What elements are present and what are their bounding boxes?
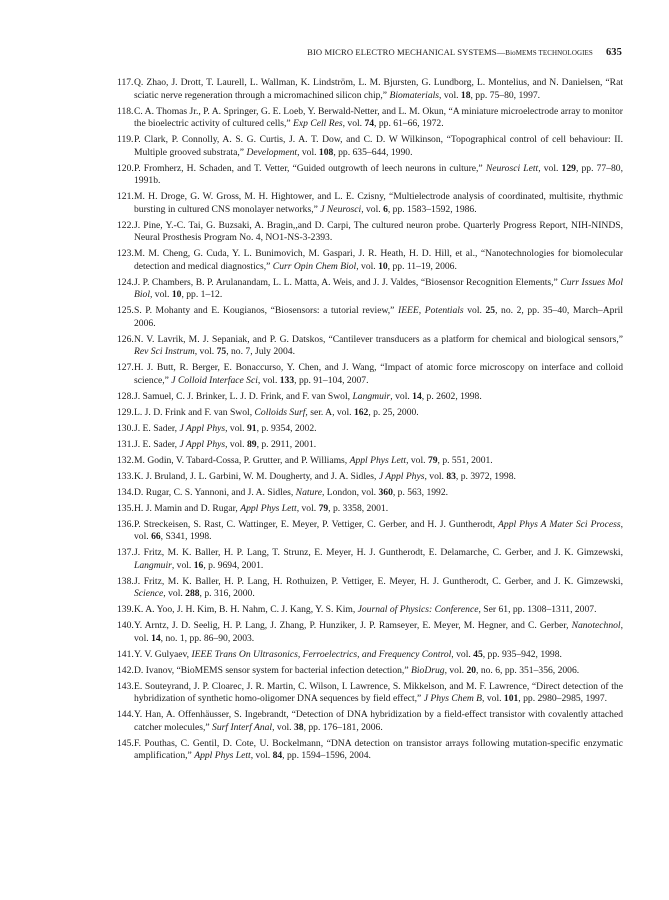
reference-text (134, 681, 623, 705)
reference-number: 135. (117, 502, 134, 514)
reference-segment: , pp. 77–80, 1991b. (134, 162, 623, 186)
journal-title: IEEE, Potentials (398, 305, 464, 316)
reference-text (134, 277, 623, 301)
reference-item (117, 604, 623, 617)
reference-text (134, 334, 623, 358)
journal-title: J Appl Phys (378, 470, 425, 482)
reference-text (134, 248, 623, 272)
reference-item (117, 106, 623, 131)
reference-segment: , vol. (134, 620, 623, 644)
journal-title: Curr Opin Chem Biol (272, 260, 357, 272)
reference-segment: Y. Han, A. Offenhäusser, S. Ingebrandt, “Detection of DNA hybridization by a field-effect transistor with covalently attached catcher molecules,” (134, 709, 623, 733)
reference-text (134, 163, 623, 187)
reference-item (117, 487, 623, 500)
reference-text (134, 407, 419, 418)
reference-segment: , vol. (538, 162, 562, 174)
journal-title: Colloids Surf (254, 406, 306, 418)
reference-segment: , pp. 2980–2985, 1997. (518, 693, 608, 704)
reference-segment: , vol. (171, 559, 194, 571)
running-title-main: BIO MICRO ELECTRO MECHANICAL SYSTEMS— (307, 47, 506, 57)
volume-number: 101 (503, 693, 519, 704)
reference-item (117, 77, 623, 102)
reference-text (134, 106, 623, 130)
journal-title: J Appl Phys (179, 422, 226, 434)
volume-number: 38 (293, 721, 304, 733)
reference-segment: vol. (463, 305, 486, 316)
reference-number: 143. (117, 680, 134, 692)
volume-number: 108 (318, 146, 334, 158)
reference-item (117, 163, 623, 188)
journal-title: Development (246, 146, 298, 158)
volume-number: 89 (246, 438, 257, 450)
reference-segment: D. Ivanov, “BioMEMS sensor system for bacterial infection detection,” (134, 664, 411, 676)
reference-segment: , pp. 91–104, 2007. (294, 374, 369, 386)
reference-item (117, 277, 623, 302)
reference-text (134, 362, 623, 386)
reference-number: 119. (117, 134, 134, 145)
reference-item (117, 681, 623, 706)
reference-segment: J. Samuel, C. J. Brinker, L. J. D. Frink, and F. van Swol, (134, 390, 353, 402)
reference-segment: , p. 2602, 1998. (421, 390, 482, 402)
reference-segment: H. J. Mamin and D. Rugar, (134, 502, 241, 514)
reference-item (117, 665, 623, 678)
volume-number: 25 (485, 305, 496, 316)
journal-title: J Neurosci (320, 203, 362, 215)
reference-number: 134. (117, 486, 134, 498)
volume-number: 66 (151, 531, 161, 542)
volume-number: 10 (171, 289, 182, 300)
reference-segment: , Ser 61, pp. 1308–1311, 2007. (478, 604, 597, 615)
reference-text (134, 487, 448, 498)
reference-text (134, 738, 623, 762)
reference-segment: , pp. 11–19, 2006. (387, 260, 457, 272)
reference-segment: K. A. Yoo, J. H. Kim, B. H. Nahm, C. J. Kang, Y. S. Kim, (134, 604, 358, 615)
reference-text (134, 709, 623, 733)
reference-segment: , ser. A, vol. (305, 406, 354, 418)
reference-number: 120. (117, 162, 134, 174)
reference-segment: , vol. (134, 518, 623, 542)
reference-item (117, 471, 623, 484)
reference-item (117, 407, 623, 420)
reference-segment: , pp. 75–80, 1997. (470, 89, 541, 101)
reference-text (134, 423, 317, 434)
reference-segment: J. Fritz, M. K. Baller, H. P. Lang, H. Rothuizen, P. Vettiger, E. Meyer, H. J. Guntherodt, C. Gerber, and J. K. Gimzewski, (134, 575, 623, 587)
reference-segment: , vol. (342, 118, 365, 129)
volume-number: 133 (279, 374, 295, 386)
reference-number: 132. (117, 454, 134, 466)
reference-item (117, 455, 623, 468)
reference-number: 140. (117, 620, 134, 631)
volume-number: 20 (466, 664, 477, 676)
reference-text (134, 665, 579, 676)
journal-title: Appl Phys Lett (194, 750, 251, 761)
reference-segment: P. Clark, P. Connolly, A. S. G. Curtis, J. A. T. Dow, and C. D. W Wilkinson, “Topographical control of cell behaviour: II. Multiple grooved substrata,” (134, 134, 623, 158)
reference-segment: , pp. 935–942, 1998. (482, 648, 562, 660)
reference-segment: , p. 316, 2000. (199, 588, 255, 599)
reference-number: 122. (117, 219, 134, 231)
reference-item (117, 576, 623, 601)
volume-number: 14 (151, 632, 161, 644)
journal-title: Appl Phys Lett (240, 502, 297, 514)
reference-item (117, 248, 623, 273)
reference-segment: , vol. (361, 203, 384, 215)
volume-number: 45 (473, 648, 483, 660)
reference-text (134, 576, 623, 600)
volume-number: 91 (246, 422, 257, 434)
reference-number: 139. (117, 604, 134, 615)
reference-item (117, 391, 623, 404)
reference-segment: , p. 563, 1992. (392, 486, 449, 498)
reference-item (117, 503, 623, 516)
volume-number: 83 (446, 470, 456, 482)
reference-segment: F. Pouthas, C. Gentil, D. Cote, U. Bockelmann, “DNA detection on transistor arrays following mutation-specific enzymatic amplification,” (134, 737, 623, 761)
reference-segment: S. P. Mohanty and E. Kougianos, “Biosensors: a tutorial review,” (134, 305, 398, 316)
reference-segment: , pp. 1–12. (181, 289, 223, 300)
reference-text (134, 305, 623, 329)
volume-number: 74 (364, 118, 375, 129)
volume-number: 79 (318, 502, 329, 514)
volume-number: 18 (460, 89, 471, 101)
reference-text (134, 220, 623, 244)
reference-segment: , vol. (482, 693, 504, 704)
reference-segment: , vol. (296, 502, 319, 514)
reference-segment: M. M. Cheng, G. Cuda, Y. L. Bunimovich, M. Gaspari, J. R. Heath, H. D. Hill, et al., “Nanotechnologies for biomolecular detection and medical diagnostics,” (134, 248, 623, 272)
running-title-smallcaps: BioMEMS TECHNOLOGIES (505, 49, 593, 57)
reference-item (117, 709, 623, 734)
reference-number: 137. (117, 547, 134, 558)
reference-segment: J. E. Sader, (134, 422, 180, 434)
reference-segment: , p. 9354, 2002. (256, 422, 317, 434)
reference-segment: E. Souteyrand, J. P. Cloarec, J. R. Martin, C. Wilson, I. Lawrence, S. Mikkelson, and M. F. Lawrence, “Direct detection of the hybridization of synthetic homo-oligomer DNA sequences by field effect,” (134, 680, 623, 704)
journal-title: Science (134, 588, 164, 599)
reference-number: 129. (117, 406, 134, 418)
reference-segment: , p. 551, 2001. (437, 454, 493, 466)
journal-title: Rev Sci Instrum (134, 346, 195, 357)
reference-text (134, 191, 623, 215)
reference-number: 117. (117, 77, 134, 88)
reference-item (117, 134, 623, 159)
journal-title: Nature (295, 486, 322, 498)
reference-number: 126. (117, 333, 134, 345)
reference-segment: , vol. (451, 648, 474, 660)
reference-segment: , London, vol. (321, 486, 379, 498)
reference-segment: , pp. 1583–1592, 1986. (387, 203, 477, 215)
reference-segment: , pp. 176–181, 2006. (303, 721, 383, 733)
journal-title: Neurosci Lett (485, 162, 539, 174)
reference-text (134, 77, 623, 101)
reference-segment: C. A. Thomas Jr., P. A. Springer, G. E. Loeb, Y. Berwald-Netter, and L. M. Okun, “A miniature microelectrode array to monitor the bioelectric activity of cultured cells,” (134, 105, 623, 129)
reference-segment: , no. 1, pp. 86–90, 2003. (160, 632, 255, 644)
journal-title: BioDrug (411, 664, 445, 676)
reference-number: 144. (117, 709, 134, 720)
reference-segment: Y. V. Gulyaev, (134, 648, 192, 660)
volume-number: 79 (427, 454, 438, 466)
reference-item (117, 305, 623, 330)
reference-text (134, 439, 316, 450)
reference-segment: , no. 6, pp. 351–356, 2006. (476, 664, 580, 676)
reference-segment: D. Rugar, C. S. Yannoni, and J. A. Sidles, (134, 486, 296, 498)
reference-segment: Y. Arntz, J. D. Seelig, H. P. Lang, J. Zhang, P. Hunziker, J. P. Ramseyer, E. Meyer, M. Hegner, and C. Gerber, (134, 620, 572, 631)
reference-segment: , vol. (297, 146, 319, 158)
reference-text (134, 455, 493, 466)
reference-number: 124. (117, 276, 134, 288)
reference-segment: , vol. (439, 89, 461, 101)
reference-segment: J. P. Chambers, B. P. Arulanandam, L. L. Matta, A. Weis, and J. J. Valdes, “Biosensor Recognition Elements,” (134, 276, 561, 288)
volume-number: 75 (216, 346, 227, 357)
journal-title: Exp Cell Res (293, 118, 343, 129)
reference-segment: , p. 25, 2000. (368, 406, 419, 418)
reference-number: 142. (117, 664, 134, 676)
journal-title: Biomaterials (389, 89, 440, 101)
volume-number: 360 (378, 486, 393, 498)
reference-segment: , no. 2, pp. 35–40, March–April 2006. (134, 305, 623, 329)
reference-segment: , S341, 1998. (160, 531, 212, 542)
reference-segment: , vol. (257, 374, 280, 386)
reference-item (117, 439, 623, 452)
reference-item (117, 547, 623, 572)
reference-segment: J. Fritz, M. K. Baller, H. P. Lang, T. Strunz, E. Meyer, H. J. Guntherodt, E. Delamarche, C. Gerber, and J. K. Gimzewski, (134, 547, 623, 558)
reference-segment: , p. 3972, 1998. (455, 470, 516, 482)
reference-segment: , vol. (390, 390, 413, 402)
reference-segment: , vol. (163, 588, 186, 599)
journal-title: Curr Issues Mol Biol (134, 276, 623, 300)
reference-number: 123. (117, 248, 134, 259)
reference-segment: J. Pine, Y.-C. Tai, G. Buzsaki, A. Bragin,,and D. Carpi, The cultured neuron probe. Quarterly Progress Report, NIH-NINDS, Neural Prosthesis Program No. 4, NO1-NS-3-2393. (134, 219, 623, 243)
reference-text (134, 620, 623, 644)
running-title (307, 47, 593, 57)
reference-item (117, 220, 623, 245)
reference-number: 145. (117, 737, 134, 749)
volume-number: 84 (272, 750, 283, 761)
reference-text (134, 604, 596, 615)
reference-number: 118. (117, 105, 134, 117)
reference-text (134, 471, 516, 482)
reference-number: 127. (117, 362, 134, 373)
reference-number: 121. (117, 191, 134, 202)
reference-number: 130. (117, 422, 134, 434)
journal-title: J Colloid Interface Sci (171, 374, 258, 386)
reference-item (117, 649, 623, 662)
reference-segment: , p. 9694, 2001. (203, 559, 264, 571)
reference-segment: P. Fromherz, H. Schaden, and T. Vetter, “Guided outgrowth of leech neurons in culture,” (134, 162, 486, 174)
reference-item (117, 362, 623, 387)
reference-list (117, 77, 623, 766)
reference-text (134, 649, 562, 660)
reference-segment: , pp. 635–644, 1990. (333, 146, 413, 158)
reference-segment: , pp. 61–66, 1972. (374, 118, 444, 129)
journal-title: Langmuir (134, 559, 172, 571)
journal-title: J Appl Phys (179, 438, 226, 450)
volume-number: 6 (383, 203, 388, 215)
reference-segment: L. J. D. Frink and F. van Swol, (134, 406, 255, 418)
reference-number: 131. (117, 438, 134, 450)
reference-segment: J. E. Sader, (134, 438, 180, 450)
reference-segment: P. Streckeisen, S. Rast, C. Wattinger, E. Meyer, P. Vettiger, C. Gerber, and H. J. Guntherodt, (134, 518, 499, 530)
reference-segment: , vol. (194, 346, 217, 357)
reference-segment: , vol. (424, 470, 447, 482)
volume-number: 129 (561, 162, 576, 174)
reference-segment: H. J. Butt, R. Berger, E. Bonaccurso, Y. Chen, and J. Wang, “Impact of atomic force microscopy on interface and colloid science,” (134, 362, 623, 386)
volume-number: 288 (185, 588, 200, 599)
journal-title: IEEE Trans On Ultrasonics, Ferroelectrics, and Frequency Control (191, 648, 452, 660)
reference-text (134, 547, 623, 571)
reference-number: 136. (117, 518, 134, 530)
reference-item (117, 738, 623, 763)
reference-item (117, 519, 623, 544)
reference-segment: , vol. (225, 422, 247, 434)
reference-segment: Q. Zhao, J. Drott, T. Laurell, L. Wallman, K. Lindström, L. M. Bjursten, G. Lundborg, L. Montelius, and N. Danielsen, “Rat sciatic nerve regeneration through a micromachined silicon chip,” (134, 77, 623, 101)
reference-number: 133. (117, 470, 134, 482)
reference-item (117, 334, 623, 359)
reference-segment: , vol. (356, 260, 379, 272)
journal-title: Surf Interf Anal (212, 721, 273, 733)
reference-segment: , p. 2911, 2001. (256, 438, 317, 450)
reference-segment: N. V. Lavrik, M. J. Sepaniak, and P. G. Datskos, “Cantilever transducers as a platform for chemical and biological sensors,” (134, 333, 623, 345)
reference-segment: , pp. 1594–1596, 2004. (282, 750, 371, 761)
reference-item (117, 191, 623, 216)
journal-title: J Phys Chem B (423, 693, 483, 704)
journal-title: Appl Phys A Mater Sci Process (498, 518, 621, 530)
journal-title: Nanotechnol (571, 620, 621, 631)
reference-number: 128. (117, 390, 134, 402)
journal-title: Appl Phys Lett (349, 454, 407, 466)
volume-number: 10 (378, 260, 388, 272)
reference-segment: , vol. (225, 438, 247, 450)
reference-segment: , vol. (150, 289, 172, 300)
reference-segment: K. J. Bruland, J. L. Garbini, W. M. Dougherty, and J. A. Sidles, (134, 470, 379, 482)
reference-text (134, 391, 482, 402)
reference-text (134, 503, 388, 514)
volume-number: 14 (412, 390, 422, 402)
volume-number: 16 (193, 559, 204, 571)
reference-segment: , vol. (272, 721, 294, 733)
running-header (0, 47, 622, 58)
reference-segment: , vol. (444, 664, 467, 676)
reference-segment: , no. 7, July 2004. (226, 346, 295, 357)
reference-segment: M. H. Droge, G. W. Gross, M. H. Hightower, and L. E. Czisny, “Multielectrode analysis of coordinated, multisite, rhythmic bursting in cultured CNS monolayer networks,” (134, 191, 623, 215)
reference-segment: , p. 3358, 2001. (328, 502, 389, 514)
journal-title: Journal of Physics: Conference (357, 604, 479, 615)
reference-item (117, 423, 623, 436)
page-number: 635 (605, 47, 622, 58)
reference-number: 138. (117, 575, 134, 587)
reference-text (134, 519, 623, 543)
reference-number: 125. (117, 305, 134, 316)
reference-text (134, 134, 623, 158)
journal-title: Langmuir (352, 390, 391, 402)
reference-segment: , vol. (250, 750, 273, 761)
reference-segment: M. Godin, V. Tabard-Cossa, P. Grutter, and P. Williams, (134, 454, 350, 466)
reference-item (117, 620, 623, 645)
volume-number: 162 (353, 406, 369, 418)
reference-segment: , vol. (406, 454, 428, 466)
reference-number: 141. (117, 648, 134, 660)
